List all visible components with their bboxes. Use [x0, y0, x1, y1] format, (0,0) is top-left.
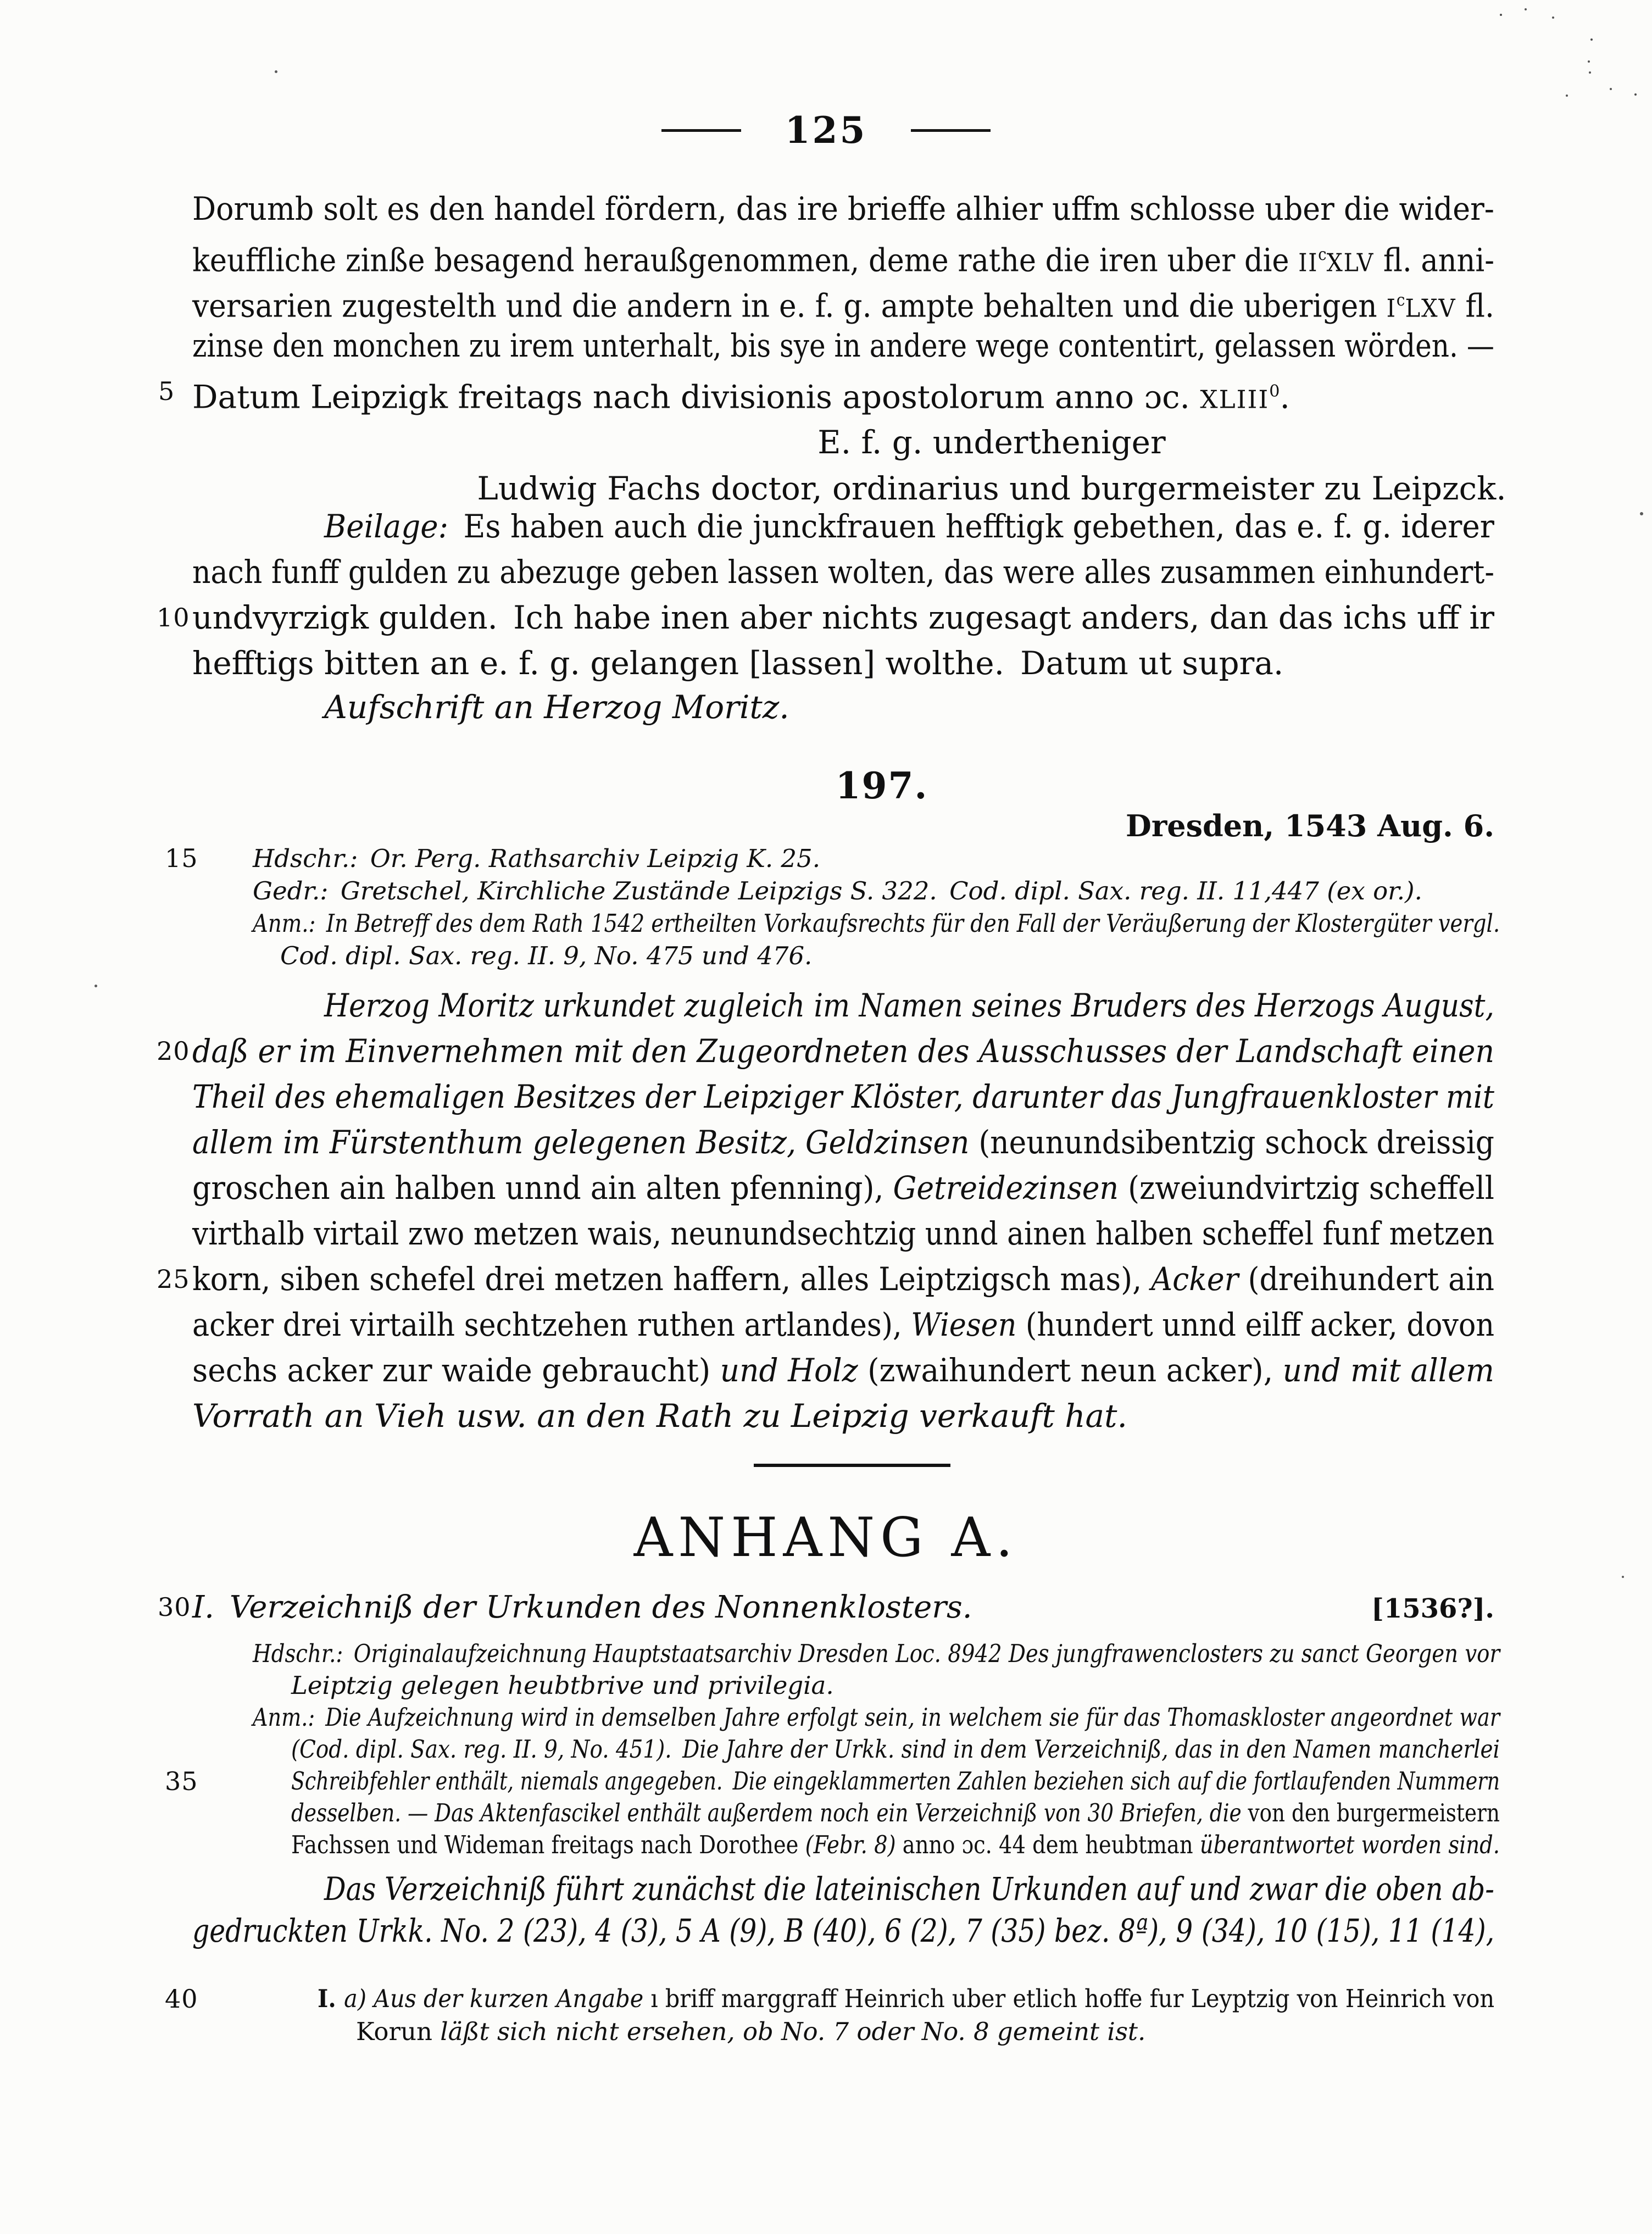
line-text [291, 1829, 1500, 1861]
line-text [253, 1702, 1500, 1733]
page-header [0, 105, 1652, 155]
text-segment: XLIII [1200, 385, 1270, 414]
line-text [192, 641, 1283, 686]
text-line [192, 1120, 1494, 1165]
text-segment: und Holz [720, 1352, 868, 1389]
text-segment: Es haben auch die junckfrauen hefftigk gebethen, das e. f. g. iderer [448, 508, 1494, 545]
text-segment: (neunundsibentzig schock dreissig [978, 1124, 1494, 1161]
text-line [157, 1029, 1495, 1074]
line-text [192, 1257, 1494, 1302]
line-text [253, 875, 1422, 907]
line-text [192, 323, 1494, 369]
anhang-references [165, 1638, 1500, 1861]
anhang-item-heading [158, 1587, 1494, 1628]
text-segment: (Febr. 8) [805, 1830, 896, 1859]
text-segment: Theil des ehemaligen Besitzes der Leipziger Klöster, darunter das Jungfrauenkloster mit [192, 1078, 1494, 1115]
text-segment: Anm.: Die Aufzeichnung wird in demselben Jahre erfolgt sein, in welchem sie für das Thomaskloster angeordnet war [253, 1703, 1500, 1732]
line-text [192, 1302, 1494, 1348]
source-references [165, 842, 1500, 972]
text-line [165, 842, 1500, 875]
text-segment: korn, siben schefel drei metzen haffern, alles Leiptzigsch mas), [192, 1260, 1152, 1298]
text-line [341, 419, 1643, 465]
text-segment: Leiptzig gelegen heubtbrive und privilegia. [291, 1671, 834, 1700]
line-text [318, 1982, 1494, 2015]
margin-line-number: 10 [157, 603, 190, 632]
text-segment: (zweiundvirtzig scheffell [1128, 1169, 1494, 1207]
line-text [192, 1393, 1127, 1439]
header-dash-left [661, 129, 741, 132]
text-segment: Acker [1151, 1260, 1248, 1298]
line-text [192, 1348, 1494, 1393]
text-line [192, 504, 1494, 549]
text-segment: I. Verzeichniß der Urkunden des Nonnenklosters. [192, 1590, 972, 1625]
aufschrift-line [192, 685, 1494, 730]
text-line [253, 1702, 1500, 1733]
text-segment: 0 [1269, 382, 1280, 401]
line-text [192, 1029, 1494, 1074]
line-text [192, 1211, 1494, 1257]
text-line [253, 1829, 1500, 1861]
text-segment: (Cod. dipl. Sax. reg. II. 9, No. 451). Die Jahre der Urkk. sind in dem Verzeichniß, das in den Namen mancherlei [291, 1735, 1500, 1764]
anhang-title: ANHANG A. [633, 1507, 1019, 1569]
text-segment: nach funff gulden zu abezuge geben lassen wolten, das were alles zusammen einhundert- [192, 553, 1494, 591]
text-segment: und mit allem [1282, 1352, 1494, 1389]
text-line [157, 595, 1495, 641]
text-segment: Hdschr.: Originalaufzeichnung Hauptstaatsarchiv Dresden Loc. 8942 Des jungfrawenclosters zu sanct Georgen vor [253, 1639, 1500, 1668]
text-segment: fl. [1456, 287, 1494, 325]
text-segment: gedruckten Urkk. No. 2 (23), 4 (3), 5 A (9), B (40), 6 (2), 7 (35) bez. 8ª), 9 (34), 10 (15), 11 (14), [192, 1912, 1495, 1949]
line-text [192, 1074, 1494, 1120]
text-segment: c [1318, 245, 1327, 264]
text-line [192, 1074, 1494, 1120]
text-line [158, 369, 1494, 416]
text-segment: überantwortet worden sind. [1199, 1830, 1500, 1859]
margin-line-number: 20 [157, 1036, 190, 1066]
text-line [192, 1393, 1494, 1439]
anhang-item-title [192, 1587, 972, 1628]
text-segment: Das Verzeichniß führt zunächst die lateinischen Urkunden auf und zwar die oben ab- [324, 1870, 1494, 1908]
text-line [192, 1211, 1494, 1257]
line-text [192, 1165, 1494, 1211]
text-segment: (dreihundert ain [1248, 1260, 1495, 1298]
text-segment: XLV [1326, 248, 1375, 277]
text-line [253, 940, 1500, 972]
margin-line-number: 30 [158, 1592, 191, 1622]
scan-speck-cluster [1500, 14, 1502, 16]
text-segment: virthalb virtail zwo metzen wais, neunundsechtzig unnd ainen halben scheffel funf metzen [192, 1215, 1495, 1252]
text-line [253, 907, 1500, 940]
line-text [192, 186, 1494, 232]
text-line [192, 1348, 1494, 1393]
line-text [324, 983, 1494, 1029]
text-segment: daß er im Einvernehmen mit den Zugeordneten des Ausschusses der Landschaft einen [192, 1032, 1495, 1070]
text-line [192, 1302, 1494, 1348]
header-dash-right [911, 129, 991, 132]
text-line [253, 1733, 1500, 1765]
line-text [291, 1670, 834, 1702]
summary-paragraph [157, 983, 1495, 1439]
text-line [192, 1165, 1494, 1211]
line-text [324, 1868, 1494, 1910]
text-segment: Fachssen und Wideman freitags nach Dorothee [291, 1830, 805, 1859]
text-segment: a) Aus der kurzen Angabe [344, 1984, 651, 2013]
text-segment: Herzog Moritz urkundet zugleich im Namen seines Bruders des Herzogs August, [324, 987, 1494, 1024]
text-segment: Gedr.: Gretschel, Kirchliche Zustände Leipzigs S. 322. Cod. dipl. Sax. reg. II. 11,447 (ex or.). [253, 876, 1422, 905]
text-segment: keuffliche zinße besagend heraußgenommen, deme rathe die iren uber die [192, 241, 1299, 279]
text-segment: Wiesen [911, 1306, 1026, 1343]
text-segment: Datum Leipzigk freitags nach divisionis apostolorum anno ɔc. [192, 378, 1200, 416]
text-segment: Dorumb solt es den handel fördern, das ire brieffe alhier uffm schlosse uber die wider- [192, 190, 1494, 227]
text-line [318, 2015, 1494, 2048]
text-segment: von den burgermeistern [1248, 1798, 1500, 1827]
text-segment: undvyrzigk gulden. Ich habe inen aber nichts zugesagt anders, dan das ichs uff ir [192, 599, 1495, 636]
text-segment: sechs acker zur waide gebraucht) [192, 1352, 720, 1389]
text-line [192, 232, 1494, 277]
text-line [253, 1797, 1500, 1829]
text-segment: Beilage: [324, 508, 449, 545]
text-line [192, 685, 1494, 730]
line-text [280, 940, 812, 972]
text-line [253, 1670, 1500, 1702]
text-line [165, 1982, 1495, 2015]
text-line [192, 323, 1494, 369]
text-segment: I [1386, 293, 1397, 323]
anhang-item-date: [1536?]. [1371, 1593, 1494, 1624]
text-segment: groschen ain halben unnd ain alten pfenning), [192, 1169, 893, 1207]
text-segment: I. [318, 1984, 344, 2013]
page-number: 125 [785, 109, 867, 152]
text-segment: allem im Fürstenthum gelegenen Besitz, Geldzinsen [192, 1124, 979, 1161]
text-line [192, 277, 1494, 323]
line-text [291, 1797, 1500, 1829]
text-line [192, 1910, 1494, 1952]
footnote-block [165, 1982, 1495, 2048]
line-text [253, 907, 1500, 940]
section-separator-rule [754, 1464, 950, 1467]
line-text [192, 369, 1290, 422]
text-segment: Cod. dipl. Sax. reg. II. 9, No. 475 und 476. [280, 941, 813, 970]
text-segment: II [1298, 248, 1319, 277]
letter-body-paragraph [158, 186, 1494, 416]
text-segment: Anm.: In Betreff des dem Rath 1542 ertheilten Vorkaufsrechts für den Fall der Veräußerung der Klostergüter vergl. [253, 909, 1500, 938]
line-text [324, 504, 1494, 549]
scan-speck [1622, 1576, 1624, 1578]
text-segment: Vorrath an Vieh usw. an den Rath zu Leipzig verkauft hat. [192, 1397, 1127, 1435]
text-segment: läßt sich nicht ersehen, ob No. 7 oder No. 8 gemeint ist. [440, 2017, 1146, 2046]
line-text [291, 1733, 1500, 1765]
text-segment: (hundert unnd eilff acker, dovon [1025, 1306, 1495, 1343]
scan-speck [275, 70, 277, 73]
text-segment: ı briff marggraff Heinrich uber etlich hoffe fur Leyptzig von Heinrich von [650, 1984, 1495, 2013]
text-line [192, 1868, 1494, 1910]
document-number-heading: 197. [835, 764, 928, 807]
text-line [253, 1638, 1500, 1670]
text-segment: Hdschr.: Or. Perg. Rathsarchiv Leipzig K. 25. [253, 844, 821, 873]
margin-line-number: 15 [165, 843, 198, 873]
line-text [324, 685, 789, 730]
margin-line-number: 25 [157, 1264, 190, 1294]
text-segment: Getreidezinsen [893, 1169, 1128, 1207]
text-segment: fl. anni- [1374, 241, 1494, 279]
line-text [253, 842, 820, 875]
text-segment: versarien zugestelth und die andern in e. f. g. ampte behalten und die uberigen [192, 287, 1387, 325]
text-segment: zinse den monchen zu irem unterhalt, bis sye in andere wege contentirt, gelassen wörden. — [192, 327, 1494, 364]
line-text [192, 1910, 1494, 1952]
letter-signature-block [192, 419, 1643, 512]
text-segment: E. f. g. undertheniger [817, 424, 1166, 461]
margin-line-number: 35 [165, 1766, 198, 1796]
text-segment: LXV [1405, 293, 1456, 323]
scan-speck [1640, 512, 1643, 515]
line-text [291, 1765, 1500, 1797]
anhang-paragraph [192, 1868, 1494, 1952]
line-text [356, 2015, 1145, 2048]
text-segment: . [1280, 378, 1290, 416]
line-text [192, 595, 1494, 641]
line-text [192, 549, 1494, 595]
text-line [192, 186, 1494, 232]
text-segment: Schreibfehler enthält, niemals angegeben. Die eingeklammerten Zahlen beziehen sich auf die fortlaufenden Nummern [291, 1766, 1500, 1796]
text-segment: Korun [356, 2017, 441, 2046]
line-text [253, 1638, 1500, 1670]
text-line [165, 1765, 1500, 1797]
text-segment: Aufschrift an Herzog Moritz. [324, 688, 789, 726]
margin-line-number: 5 [158, 376, 175, 406]
beilage-paragraph [157, 504, 1495, 686]
scan-speck [94, 985, 97, 987]
text-line [192, 983, 1494, 1029]
line-text [192, 1120, 1494, 1165]
dateline: Dresden, 1543 Aug. 6. [1126, 808, 1494, 843]
text-line [192, 549, 1494, 595]
text-line [253, 875, 1500, 907]
text-line [157, 1257, 1495, 1302]
margin-line-number: 40 [165, 1984, 198, 2014]
text-segment: desselben. — Das Aktenfascikel enthält außerdem noch ein Verzeichniß von 30 Briefen, die [291, 1798, 1248, 1827]
text-segment: (zwaihundert neun acker), [867, 1352, 1283, 1389]
text-segment: Ludwig Fachs doctor, ordinarius und burgermeister zu Leipzck. [477, 470, 1506, 507]
text-segment: acker drei virtailh sechtzehen ruthen artlandes), [192, 1306, 911, 1343]
text-segment: hefftigs bitten an e. f. g. gelangen [lassen] wolthe. Datum ut supra. [192, 644, 1284, 682]
text-segment: c [1396, 291, 1405, 310]
text-line [192, 641, 1494, 686]
line-text [817, 419, 1165, 465]
text-segment: anno ɔc. 44 dem heubtman [895, 1830, 1200, 1859]
